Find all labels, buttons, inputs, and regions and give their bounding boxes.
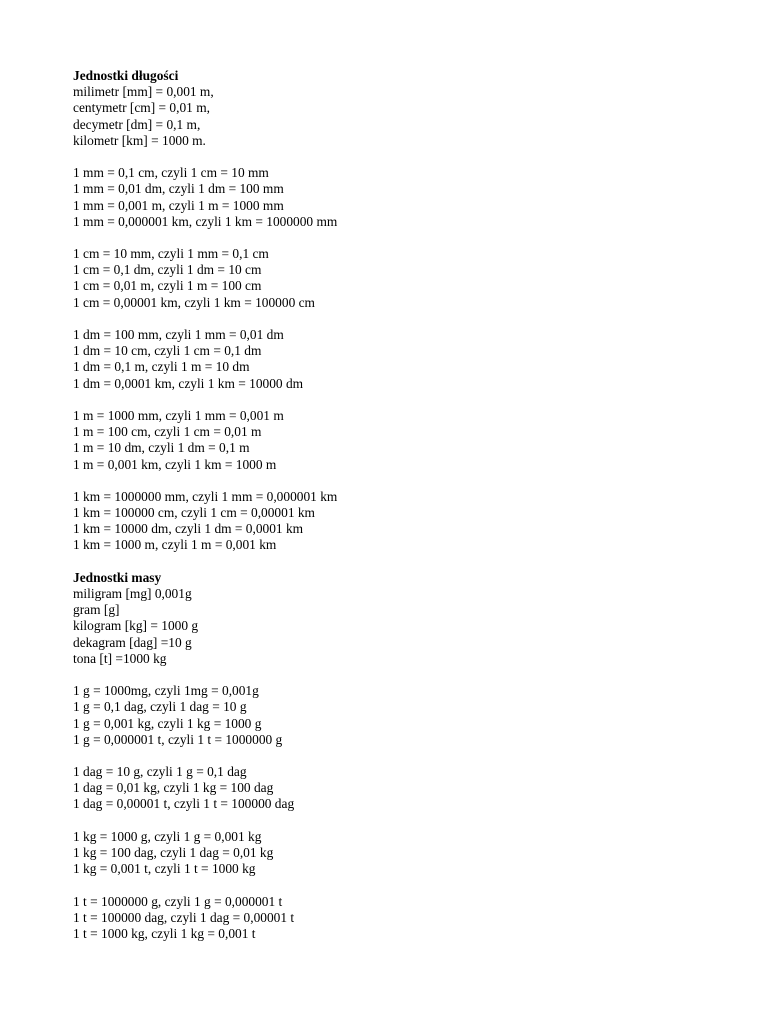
text-line: 1 m = 0,001 km, czyli 1 km = 1000 m [73, 456, 277, 472]
text-line: 1 dag = 0,00001 t, czyli 1 t = 100000 dag [73, 796, 295, 812]
text-line: 1 dag = 10 g, czyli 1 g = 0,1 dag [73, 764, 247, 780]
conversion-group-kg [73, 829, 733, 878]
text-line: 1 cm = 10 mm, czyli 1 mm = 0,1 cm [73, 246, 269, 262]
text-line: kilometr [km] = 1000 m. [73, 132, 206, 148]
text-line: 1 t = 1000 kg, czyli 1 kg = 0,001 t [73, 925, 256, 941]
text-line: 1 t = 100000 dag, czyli 1 dag = 0,00001 t [73, 909, 295, 925]
text-line: miligram [mg] 0,001g [73, 586, 192, 601]
section-length-units [73, 68, 733, 554]
conversion-group-mm [73, 165, 733, 230]
section-heading: Jednostki długości [73, 68, 179, 83]
text-line: 1 dm = 100 mm, czyli 1 mm = 0,01 dm [73, 327, 284, 342]
text-line: 1 mm = 0,1 cm, czyli 1 cm = 10 mm [73, 165, 269, 181]
text-line: 1 kg = 0,001 t, czyli 1 t = 1000 kg [73, 861, 256, 877]
text-line: 1 dm = 10 cm, czyli 1 cm = 0,1 dm [73, 343, 262, 359]
conversion-group-dm [73, 327, 733, 392]
text-line: 1 cm = 0,01 m, czyli 1 m = 100 cm [73, 278, 262, 294]
text-line: 1 dm = 0,1 m, czyli 1 m = 10 dm [73, 359, 250, 375]
text-line: centymetr [cm] = 0,01 m, [73, 100, 210, 116]
conversion-group-m [73, 408, 733, 473]
conversion-group-t [73, 894, 733, 943]
conversion-group-cm [73, 246, 733, 311]
text-line: 1 kg = 100 dag, czyli 1 dag = 0,01 kg [73, 845, 274, 860]
section-spacer [73, 554, 733, 570]
conversion-group-km [73, 489, 733, 554]
text-line: dekagram [dag] =10 g [73, 634, 192, 650]
text-line: 1 g = 1000mg, czyli 1mg = 0,001g [73, 683, 259, 699]
text-line: 1 m = 10 dm, czyli 1 dm = 0,1 m [73, 440, 250, 456]
text-line: 1 kg = 1000 g, czyli 1 g = 0,001 kg [73, 828, 262, 844]
text-line: gram [g] [73, 602, 120, 618]
text-line: 1 km = 100000 cm, czyli 1 cm = 0,00001 km [73, 505, 315, 521]
document-page [73, 68, 733, 942]
section-heading: Jednostki masy [73, 569, 162, 585]
text-line: 1 m = 1000 mm, czyli 1 mm = 0,001 m [73, 407, 284, 423]
text-line: 1 dag = 0,01 kg, czyli 1 kg = 100 dag [73, 780, 274, 796]
text-line: 1 km = 1000 m, czyli 1 m = 0,001 km [73, 537, 277, 553]
text-line: 1 cm = 0,00001 km, czyli 1 km = 100000 cm [73, 294, 315, 310]
definitions-group [73, 84, 733, 149]
text-line: 1 km = 1000000 mm, czyli 1 mm = 0,000001 km [73, 488, 338, 504]
conversion-group-dag [73, 764, 733, 813]
text-line: tona [t] =1000 kg [73, 650, 167, 666]
text-line: milimetr [mm] = 0,001 m, [73, 84, 214, 100]
text-line: 1 mm = 0,001 m, czyli 1 m = 1000 mm [73, 197, 284, 213]
text-line: decymetr [dm] = 0,1 m, [73, 116, 201, 132]
text-line: 1 dm = 0,0001 km, czyli 1 km = 10000 dm [73, 375, 304, 391]
text-line: 1 g = 0,000001 t, czyli 1 t = 1000000 g [73, 731, 283, 747]
text-line: 1 m = 100 cm, czyli 1 cm = 0,01 m [73, 424, 262, 440]
definitions-group [73, 586, 733, 667]
text-line: 1 mm = 0,01 dm, czyli 1 dm = 100 mm [73, 181, 284, 197]
text-line: kilogram [kg] = 1000 g [73, 618, 199, 634]
text-line: 1 cm = 0,1 dm, czyli 1 dm = 10 cm [73, 262, 262, 278]
text-line: 1 g = 0,001 kg, czyli 1 kg = 1000 g [73, 715, 262, 731]
text-line: 1 km = 10000 dm, czyli 1 dm = 0,0001 km [73, 521, 304, 537]
text-line: 1 g = 0,1 dag, czyli 1 dag = 10 g [73, 699, 247, 715]
text-line: 1 t = 1000000 g, czyli 1 g = 0,000001 t [73, 893, 283, 909]
section-mass-units [73, 570, 733, 942]
text-line: 1 mm = 0,000001 km, czyli 1 km = 1000000 mm [73, 213, 338, 229]
conversion-group-g [73, 683, 733, 748]
